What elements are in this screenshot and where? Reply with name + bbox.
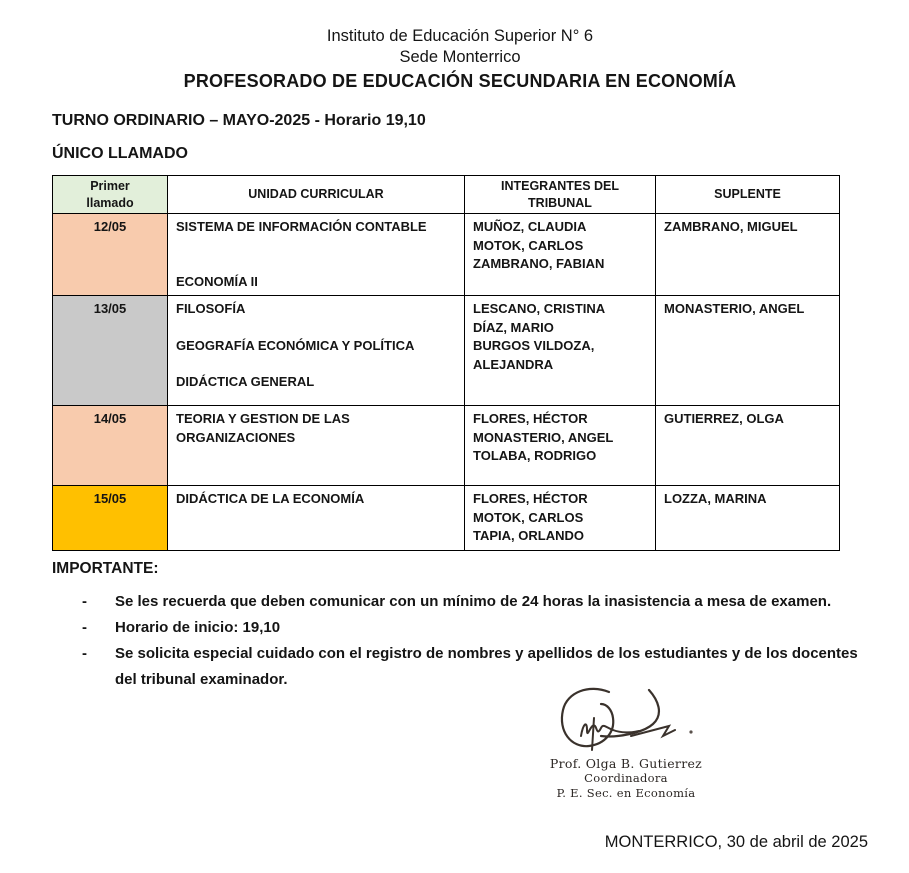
- suplente-cell: MONASTERIO, ANGEL: [656, 296, 840, 406]
- suplente-cell: GUTIERREZ, OLGA: [656, 406, 840, 486]
- subject: TEORIA Y GESTION DE LAS ORGANIZACIONES: [176, 411, 350, 445]
- bullet-dash: -: [82, 592, 87, 610]
- tribunal-member: MUÑOZ, CLAUDIA: [473, 219, 587, 234]
- document-header: [52, 0, 868, 93]
- date-cell: 15/05: [53, 486, 168, 551]
- subject: GEOGRAFÍA ECONÓMICA Y POLÍTICA: [176, 337, 415, 353]
- bullet-dash: -: [82, 618, 87, 636]
- subjects-cell: [168, 296, 465, 406]
- tribunal-cell: [465, 214, 656, 296]
- tribunal-member: FLORES, HÉCTOR: [473, 411, 588, 426]
- term-line: TURNO ORDINARIO – MAYO-2025 - Horario 19,10: [52, 112, 426, 129]
- tribunal-member: MOTOK, CARLOS: [473, 237, 584, 253]
- subject: DIDÁCTICA GENERAL: [176, 374, 315, 389]
- subjects-cell: [168, 406, 465, 486]
- tribunal-member: BURGOS VILDOZA, ALEJANDRA: [473, 338, 595, 372]
- column-header-integrantes-tribunal: INTEGRANTES DEL TRIBUNAL: [465, 176, 656, 214]
- note-item: [82, 589, 869, 615]
- note-item: [82, 641, 869, 693]
- subject: ECONOMÍA II: [176, 273, 258, 289]
- institute-name: Instituto de Educación Superior N° 6: [326, 27, 594, 45]
- tribunal-member: DÍAZ, MARIO: [473, 319, 554, 335]
- program-title: PROFESORADO DE EDUCACIÓN SECUNDARIA EN ECONOMÍA: [183, 71, 737, 91]
- note-text: Se solicita especial cuidado con el registro de nombres y apellidos de los estudiantes y de los docentes del tribunal examinador.: [115, 644, 858, 688]
- table-row: [53, 486, 840, 551]
- note-text: Se les recuerda que deben comunicar con un mínimo de 24 horas la inasistencia a mesa de examen.: [115, 592, 832, 610]
- tribunal-member: TOLABA, RODRIGO: [473, 448, 597, 463]
- signatory-program: P. E. Sec. en Economía: [556, 786, 696, 800]
- date-cell: 12/05: [53, 214, 168, 296]
- table-row: [53, 406, 840, 486]
- subjects-cell: [168, 486, 465, 551]
- bullet-dash: -: [82, 644, 87, 662]
- suplente-cell: ZAMBRANO, MIGUEL: [656, 214, 840, 296]
- note-item: [82, 615, 869, 641]
- date-cell: 13/05: [53, 296, 168, 406]
- column-header-suplente: SUPLENTE: [656, 176, 840, 214]
- column-header-primer-llamado: Primer llamado: [53, 176, 168, 214]
- subject: SISTEMA DE INFORMACIÓN CONTABLE: [176, 219, 427, 234]
- date-line: MONTERRICO, 30 de abril de 2025: [604, 833, 868, 851]
- call-line: ÚNICO LLAMADO: [52, 145, 188, 162]
- tribunal-cell: [465, 406, 656, 486]
- tribunal-member: ZAMBRANO, FABIAN: [473, 256, 605, 271]
- table-header-row: [53, 176, 840, 214]
- suplente-cell: LOZZA, MARINA: [656, 486, 840, 551]
- table-row: [53, 214, 840, 296]
- tribunal-member: MOTOK, CARLOS: [473, 509, 584, 525]
- tribunal-member: MONASTERIO, ANGEL: [473, 429, 614, 445]
- note-text: Horario de inicio: 19,10: [115, 618, 281, 636]
- importante-heading: IMPORTANTE:: [52, 559, 159, 577]
- subject: DIDÁCTICA DE LA ECONOMÍA: [176, 491, 365, 506]
- signature-block: [520, 684, 732, 801]
- campus-name: Sede Monterrico: [399, 48, 521, 66]
- exam-schedule-table: [52, 175, 840, 551]
- tribunal-cell: [465, 296, 656, 406]
- date-cell: 14/05: [53, 406, 168, 486]
- signatory-role: Coordinadora: [584, 771, 668, 785]
- column-header-unidad-curricular: UNIDAD CURRICULAR: [168, 176, 465, 214]
- signatory-name: Prof. Olga B. Gutierrez: [549, 756, 703, 771]
- signature-image: [531, 684, 721, 756]
- tribunal-member: TAPIA, ORLANDO: [473, 528, 584, 543]
- tribunal-member: FLORES, HÉCTOR: [473, 491, 588, 506]
- notes-list: [82, 589, 869, 693]
- tribunal-member: LESCANO, CRISTINA: [473, 301, 606, 316]
- subjects-cell: [168, 214, 465, 296]
- subject: FILOSOFÍA: [176, 301, 246, 316]
- table-row: [53, 296, 840, 406]
- tribunal-cell: [465, 486, 656, 551]
